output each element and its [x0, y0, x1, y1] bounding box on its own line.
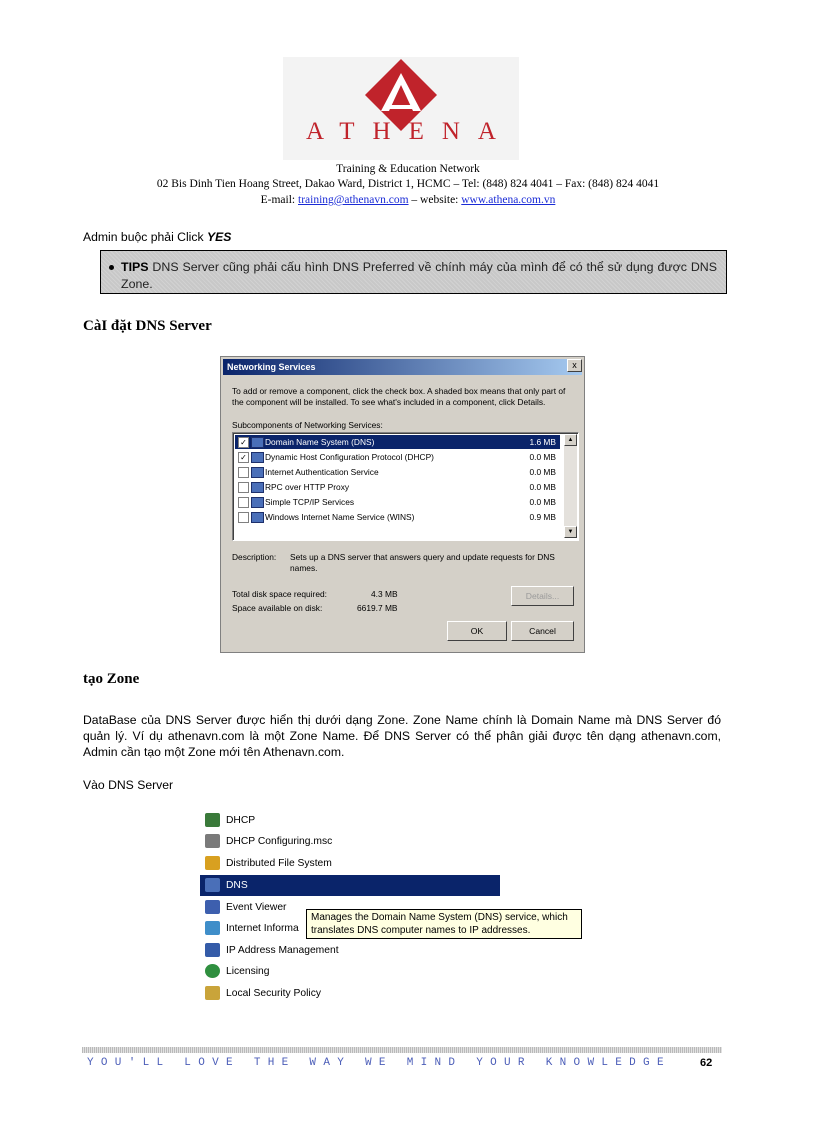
item-name: RPC over HTTP Proxy	[265, 482, 350, 492]
msc-icon	[205, 834, 220, 848]
page-number: 62	[700, 1057, 713, 1069]
address-line: 02 Bis Dinh Tien Hoang Street, Dakao Ward, District 1, HCMC – Tel: (848) 824 4041 – Fax: (848) 824 4041	[156, 178, 660, 190]
menu-label: Licensing	[226, 966, 270, 977]
menu-item-licensing[interactable]	[200, 961, 500, 982]
available-space-label: Space available on disk:	[232, 603, 323, 613]
menu-item-dfs[interactable]	[200, 853, 500, 874]
dialog-title: Networking Services	[223, 359, 582, 375]
scroll-up-icon[interactable]: ▲	[564, 434, 577, 446]
subcomponents-label: Subcomponents of Networking Services:	[232, 420, 383, 430]
dhcp-icon	[205, 813, 220, 827]
item-size: 0.0 MB	[529, 497, 556, 507]
available-space-value: 6619.7 MB	[357, 603, 398, 613]
tips-label: TIPS	[121, 260, 149, 274]
ok-button[interactable]: OK	[447, 621, 507, 641]
item-size: 0.9 MB	[529, 512, 556, 522]
dns-tooltip: Manages the Domain Name System (DNS) service, which translates DNS computer names to IP addresses.	[306, 909, 582, 939]
list-item[interactable]	[235, 465, 560, 479]
email-link[interactable]: training@athenavn.com	[298, 194, 409, 206]
list-item[interactable]	[235, 480, 560, 494]
description-text: Sets up a DNS server that answers query and update requests for DNS names.	[290, 552, 555, 573]
website-link[interactable]: www.athena.com.vn	[461, 194, 556, 206]
org-name: Training & Education Network	[336, 163, 480, 175]
menu-label: Distributed File System	[226, 858, 332, 869]
admin-instruction	[83, 229, 231, 245]
menu-item-ipam[interactable]	[200, 940, 500, 961]
computer-icon	[251, 437, 264, 448]
item-size: 1.6 MB	[529, 437, 556, 447]
licensing-icon	[205, 964, 220, 978]
tips-text	[121, 259, 717, 293]
checkbox[interactable]	[238, 467, 249, 478]
admin-tools-menu	[198, 808, 608, 1004]
bullet-icon	[109, 265, 114, 270]
list-item[interactable]	[235, 450, 560, 464]
menu-label: DHCP Configuring.msc	[226, 836, 333, 847]
iis-icon	[205, 921, 220, 935]
menu-label: Internet Informa	[226, 923, 299, 934]
email-prefix: E-mail:	[260, 194, 298, 206]
checkbox[interactable]	[238, 497, 249, 508]
networking-services-dialog	[220, 356, 585, 653]
list-item[interactable]	[235, 495, 560, 509]
checkbox[interactable]: ✓	[238, 452, 249, 463]
total-space-value: 4.3 MB	[371, 589, 398, 599]
footer-divider	[82, 1047, 722, 1053]
menu-label: DNS	[226, 880, 248, 891]
menu-item-dhcp-configuring[interactable]	[200, 831, 500, 852]
item-name: Internet Authentication Service	[265, 467, 379, 477]
scroll-down-icon[interactable]: ▼	[564, 526, 577, 538]
menu-label: Local Security Policy	[226, 988, 321, 999]
footer-slogan: YOU'LL LOVE THE WAY WE MIND YOUR KNOWLEDGE	[87, 1057, 671, 1069]
checkbox[interactable]	[238, 512, 249, 523]
scrollbar[interactable]	[564, 434, 577, 538]
event-viewer-icon	[205, 900, 220, 914]
list-item[interactable]	[235, 510, 560, 524]
brand-name: ATHENA	[306, 118, 514, 145]
total-space-label: Total disk space required:	[232, 589, 327, 599]
item-size: 0.0 MB	[529, 452, 556, 462]
computer-icon	[251, 467, 264, 478]
website-prefix: – website:	[408, 194, 462, 206]
security-policy-icon	[205, 986, 220, 1000]
menu-label: DHCP	[226, 815, 256, 826]
computer-icon	[251, 452, 264, 463]
details-button[interactable]: Details...	[511, 586, 574, 606]
close-icon[interactable]: x	[567, 359, 582, 372]
zone-paragraph: DataBase của DNS Server được hiển thị dưới dạng Zone. Zone Name chính là Domain Name mà DNS Server đó quản lý. Ví dụ athenavn.com là một Zone Name. Để DNS Server có thể phân giải được tên dạng athenavn.com, Admin cần tạo một Zone mới tên Athenavn.com.	[83, 713, 721, 759]
contact-line	[0, 194, 816, 206]
dfs-icon	[205, 856, 220, 870]
item-size: 0.0 MB	[529, 482, 556, 492]
item-size: 0.0 MB	[529, 467, 556, 477]
tips-body: DNS Server cũng phải cấu hình DNS Preferred về chính máy của mình để có thể sử dụng được DNS Zone.	[121, 260, 717, 291]
subcomponents-list[interactable]	[232, 432, 579, 541]
computer-icon	[251, 482, 264, 493]
computer-icon	[251, 512, 264, 523]
menu-label: IP Address Management	[226, 945, 339, 956]
tips-box	[100, 250, 727, 294]
goto-dns-text: Vào DNS Server	[83, 778, 174, 792]
ipam-icon	[205, 943, 220, 957]
item-name: Simple TCP/IP Services	[265, 497, 355, 507]
item-name: Dynamic Host Configuration Protocol (DHCP)	[265, 452, 434, 462]
section-install-title: CàI đặt DNS Server	[83, 318, 212, 334]
checkbox[interactable]: ✓	[238, 437, 249, 448]
menu-label: Event Viewer	[226, 902, 287, 913]
checkbox[interactable]	[238, 482, 249, 493]
admin-text: Admin buộc phải Click	[83, 230, 207, 244]
menu-item-local-security[interactable]	[200, 983, 500, 1004]
menu-item-dns[interactable]	[200, 875, 500, 896]
item-name: Domain Name System (DNS)	[265, 437, 375, 447]
cancel-button[interactable]: Cancel	[511, 621, 574, 641]
item-name: Windows Internet Name Service (WINS)	[265, 512, 415, 522]
dns-icon	[205, 878, 220, 892]
list-item[interactable]	[235, 435, 560, 449]
dialog-intro: To add or remove a component, click the check box. A shaded box means that only part of the component will be installed. To see what's included in a component, click Details.	[232, 386, 566, 407]
description-label: Description:	[232, 552, 277, 562]
menu-item-dhcp[interactable]	[200, 810, 500, 831]
section-zone-title: tạo Zone	[83, 671, 140, 687]
computer-icon	[251, 497, 264, 508]
admin-yes: YES	[206, 230, 232, 244]
